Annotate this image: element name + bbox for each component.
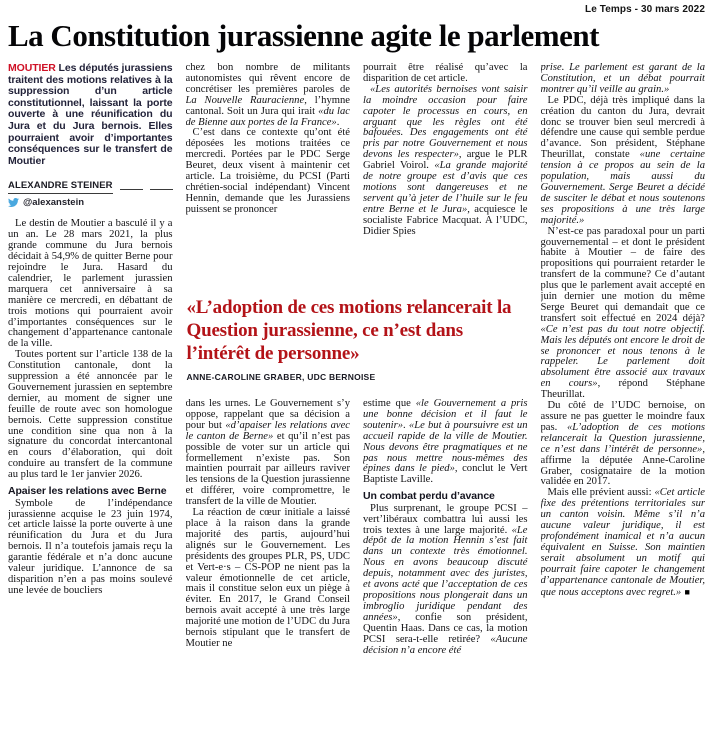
article-paragraph: estime que «le Gouvernement a pris une bonne décision et il faut le soutenir». «Le but à poursuivre est un accueil rapide de la ville de Moutier. Nous devons être pragmatiques et ne pas nous mettre nous-mêmes des épines dans le pied», conclut le Vert Baptiste Laville. [363,399,528,486]
article-paragraph: Symbole de l’indépendance jurassienne acquise le 23 juin 1974, cet article laisse la porte ouverte à une réunification du Jura et du Jura bernois. Il n’a toutefois jamais reçu la garantie fédérale et n’a donc aucune valeur juridique. L’annonce de sa disparition n’en a pas moins soulevé une levée de boucliers [8,497,173,596]
masthead-source-date: Le Temps - 30 mars 2022 [585,4,705,15]
article-paragraph: pourrait être réalisé qu’avec la disparition de cet article. [363,63,528,84]
column-4 [541,63,706,745]
column-1 [8,63,173,745]
article-headline: La Constitution jurassienne agite le parlement [8,18,599,53]
kicker-label: MOUTIER [8,63,56,74]
section-subhead: Un combat perdu d’avance [363,490,495,503]
lead-paragraph [8,63,173,167]
article-paragraph: Le PDC, déjà très impliqué dans la création du canton du Jura, devrait donc se trouver bien seul mercredi à défendre une cause qui semble perdue d’avance. Son président, Stéphane Theurillat, constate «une certaine tension à ce propos au sein de la population, mais aussi du Gouvernement. Serge Beuret a décidé de susciter le débat et nous soutenons ses propositions à une très large majorité.» [540,94,705,226]
twitter-bird-icon [8,197,19,208]
byline-twitter [8,197,173,208]
byline-author: ALEXANDRE STEINER [8,180,113,194]
column-2-bottom [186,399,351,745]
article-paragraph: prise. Le parlement est garant de la Constitution, et un débat pourrait montrer qu’il veille au grain.» [540,63,705,95]
column-1-text [8,219,173,596]
article-paragraph: chez bon nombre de militants autonomistes qui rêvent encore de concrétiser les premières paroles de La Nouvelle Rauracienne, l’hymne cantonal. Soit un Jura qui irait «du lac de Bienne aux portes de la France». [185,63,350,128]
end-of-article-marker: ■ [681,586,691,597]
column-2-top [186,63,351,281]
article-paragraph: La réaction de cœur initiale a laissé place à la raison dans la grande majorité des partis, aujourd’hui alignés sur le Gouvernement. Les présidents des groupes PLR, PS, UDC et Vert-e·s – CS-POP ne nient pas la valeur émotionnelle de cet article, mais il constitue selon eux un piège à éviter. En 2017, le Grand Conseil bernois avait accepté à une très large majorité une motion de l’UDC du Jura bernois stipulant que le transfert de Moutier ne [185,507,350,649]
column-3-bottom [363,399,528,745]
byline [8,180,173,194]
article-paragraph: Mais elle prévient aussi: «Cet article fixe des prétentions territoriales sur un canton voisin. Même s’il n’a aucune valeur juridique, il est profondément inamical et n’a aucun équivalent en Suisse. Son maintien serait absolument un motif qui pourrait faire capoter le changement d’appartenance cantonale de Moutier, que nous acceptons avec regret.» ■ [540,487,705,598]
article-paragraph: Le destin de Moutier a basculé il y a un an. Le 28 mars 2021, la plus grande commune du Jura bernois décidait à 54,9% de quitter Berne pour rejoindre le Jura. Hasard du calendrier, le parlement jurassien marquera cet anniversaire à sa manière ce mercredi, en débattant de trois motions qui pourraient avoir d’importantes conséquences sur le changement d’appartenance cantonale de la ville. [8,218,173,350]
twitter-handle[interactable]: @alexanstein [23,197,85,209]
article-paragraph: Du côté de l’UDC bernoise, on assure ne pas guetter le moindre faux pas. «L’adoption de ces motions relancerait la Question jurassienne, ce n’est dans l’intérêt de personne», affirme la députée Anne-Caroline Graber, cosignataire de la motion validée en 2017. [540,400,705,488]
article-paragraph: dans les urnes. Le Gouvernement s’y oppose, rappelant que sa décision a pour but «d’apaiser les relations avec le canton de Berne» et qu’il n’est pas possible de voter sur un article qui formellement n’existe pas. Son maintien pourrait par ailleurs raviver les tensions de la Question jurassienne et différer, voire compromettre, le transfert de la ville de Moutier. [185,399,350,508]
byline-rule-segment [150,189,173,191]
article-paragraph: N’est-ce pas paradoxal pour un parti gouvernemental – et dont le président habite à Moutier – de faire des propositions qui pourraient retarder le transfert de la commune? Ce d’autant plus que le parlement avait accepté en juin dernier une motion du même Serge Beuret qui demandait que ce transfert soit effectué en 2024 déjà? «Ce n’est pas du tout notre objectif. Mais les députés ont encore le droit de se prononcer et nous tenons à le rappeler. Le parlement doit absolument être associé aux travaux en cours», répond Stéphane Theurillat. [540,225,705,401]
section-subhead: Apaiser les relations avec Berne [8,485,167,498]
pull-quote-attribution: ANNE-CAROLINE GRABER, UDC BERNOISE [186,372,376,382]
article-paragraph: Plus surprenant, le groupe PCSI – vert’libéraux combattra lui aussi les trois textes à une large majorité. «Le dépôt de la motion Hennin s’est fait dans un contexte très émotionnel. Nous en avons beaucoup discuté depuis, notamment avec des juristes, et avons acté que l’acceptation de ces propositions nous plongerait dans un imbroglio juridique pendant des années», confie son président, Quentin Haas. Dans ce cas, la motion PCSI sera-t-elle retirée? «Aucune décision n’a encore été [363,502,528,656]
pull-quote: «L’adoption de ces motions relancerait la Question jurassienne, ce n’est dans l’intérêt de personne» [186,297,512,364]
article-body-columns [8,63,705,745]
article-paragraph: «Les autorités bernoises vont saisir la moindre occasion pour faire capoter le processus en cours, en arguant que les règles ont été bafouées. Des engagements ont été pris par notre Gouvernement et nous devons les respecter», argue le PLR Gabriel Voirol. «La grande majorité de notre groupe est d’avis que ces motions sont dangereuses et ne servent qu’à jeter de l’huile sur le feu entre Berne et le Jura», acquiesce le socialiste Fabrice Macquat. A l’UDC, Didier Spies [363,83,528,237]
lead-text: Les députés jurassiens traitent des motions relatives à la suppression d’un article constitutionnel, laissant la porte ouverte à une réunification du Jura et du Jura bernois. Elles pourraient avoir d’importantes conséquences sur le transfert de Moutier [8,63,173,167]
column-3-top [363,63,528,281]
article-paragraph: Toutes portent sur l’article 138 de la Constitution cantonale, dont la suppression a été annoncée par le Gouvernement jurassien en septembre dernier, au moment de signer une feuille de route avec son homologue bernois. Cette suppression constitue une condition sine qua non à la signature du concordat intercantonal en cours d’élaboration, qui doit conduire au transfert de la commune au plus tard le 1er janvier 2026. [8,349,173,481]
article-paragraph: C’est dans ce contexte qu’ont été déposées les motions traitées ce mercredi. Portées par le PDC Serge Beuret, deux visent à maintenir cet article. La troisième, du PCSI (Parti chrétien-social indépendant) Vincent Hennin, demande que les Jurassiens puissent se prononcer [185,127,350,215]
pull-quote-block [186,281,528,399]
byline-rule-segment [120,189,143,191]
